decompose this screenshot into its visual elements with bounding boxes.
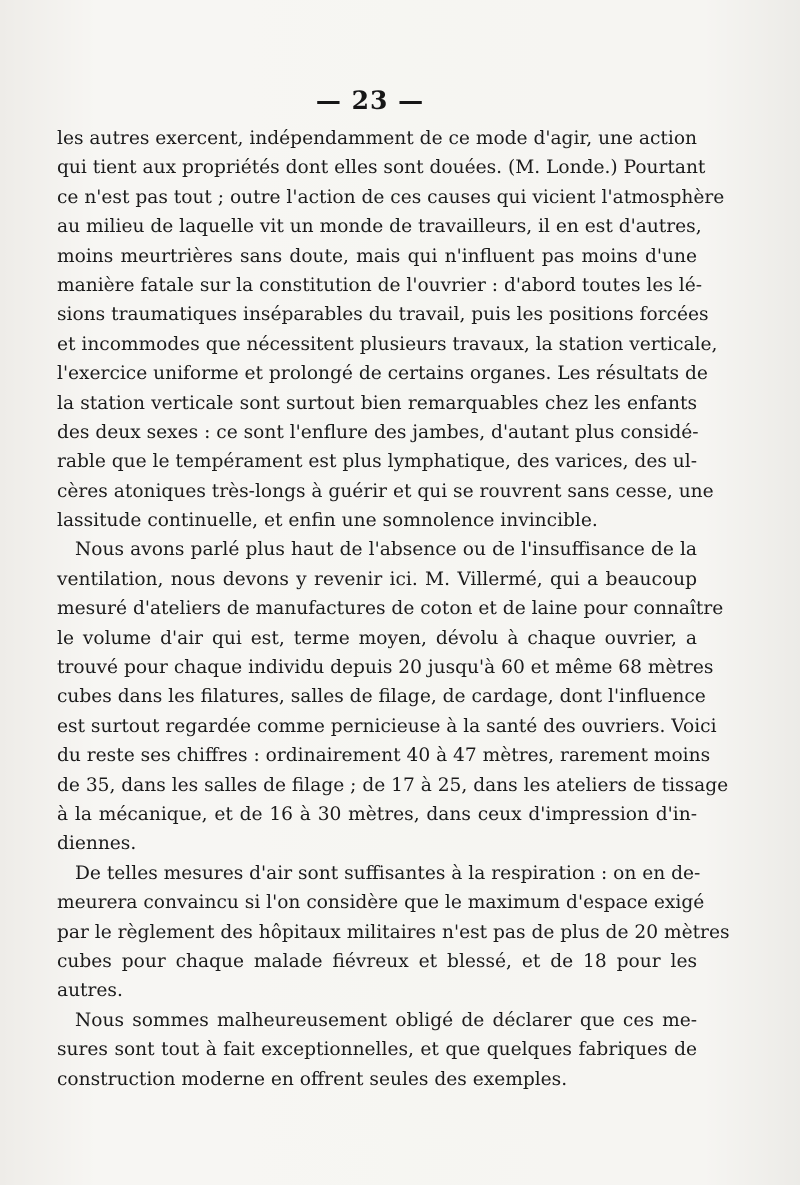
text-line: diennes. (57, 833, 137, 855)
text-line: par le règlement des hôpitaux militaires n'est pas de plus de 20 mètres (57, 921, 730, 943)
text-line: manière fatale sur la constitution de l'ouvrier : d'abord toutes les lé- (57, 274, 703, 296)
text-line: construction moderne en offrent seules des exemples. (57, 1068, 568, 1090)
text-line: moins meurtrières sans doute, mais qui n'influent pas moins d'une (57, 245, 697, 267)
text-line: l'exercice uniforme et prolongé de certains organes. Les résultats de (57, 363, 708, 385)
text-line: la station verticale sont surtout bien remarquables chez les enfants (57, 392, 697, 414)
text-line: est surtout regardée comme pernicieuse à la santé des ouvriers. Voici (57, 715, 717, 737)
text-line: des deux sexes : ce sont l'enflure des jambes, d'autant plus considé- (57, 421, 699, 443)
text-line: rable que le tempérament est plus lymphatique, des varices, des ul- (57, 451, 697, 473)
paragraph-1 (57, 124, 725, 535)
text-line: les autres exercent, indépendamment de ce mode d'agir, une action (57, 128, 698, 149)
page-number: — 23 — (315, 86, 425, 115)
text-line: ventilation, nous devons y revenir ici. M. Villermé, qui a beaucoup (57, 568, 697, 590)
body-text (57, 124, 730, 1094)
paragraph-4 (57, 1006, 697, 1094)
text-line: mesuré d'ateliers de manufactures de coton et de laine pour connaître (57, 598, 724, 620)
text-line: le volume d'air qui est, terme moyen, dévolu à chaque ouvrier, a (57, 627, 697, 649)
text-line: Nous sommes malheureusement obligé de déclarer que ces me- (75, 1009, 697, 1031)
text-line: du reste ses chiffres : ordinairement 40 à 47 mètres, rarement moins (57, 745, 711, 767)
text-line: cubes dans les filatures, salles de filage, de cardage, dont l'influence (57, 686, 706, 708)
paragraph-2 (57, 535, 729, 858)
text-line: autres. (57, 980, 123, 1002)
text-line: ce n'est pas tout ; outre l'action de ces causes qui vicient l'atmosphère (57, 186, 725, 208)
text-line: cères atoniques très-longs à guérir et qui se rouvrent sans cesse, une (57, 480, 714, 502)
text-line: lassitude continuelle, et enfin une somnolence invincible. (57, 510, 598, 532)
paragraph-3 (57, 859, 730, 1006)
text-line: sions traumatiques inséparables du travail, puis les positions forcées (57, 304, 709, 326)
text-line: qui tient aux propriétés dont elles sont douées. (M. Londe.) Pourtant (57, 157, 706, 179)
text-line: Nous avons parlé plus haut de l'absence ou de l'insuffisance de la (75, 539, 697, 561)
text-line: au milieu de laquelle vit un monde de travailleurs, il en est d'autres, (57, 216, 702, 238)
text-line: cubes pour chaque malade fiévreux et blessé, et de 18 pour les (57, 950, 697, 972)
text-line: à la mécanique, et de 16 à 30 mètres, dans ceux d'impression d'in- (57, 803, 697, 825)
text-line: De telles mesures d'air sont suffisantes à la respiration : on en de- (75, 862, 701, 884)
text-line: sures sont tout à fait exceptionnelles, et que quelques fabriques de (57, 1039, 697, 1061)
text-line: trouvé pour chaque individu depuis 20 jusqu'à 60 et même 68 mètres (57, 657, 714, 679)
text-line: et incommodes que nécessitent plusieurs travaux, la station verticale, (57, 333, 718, 355)
text-line: meurera convaincu si l'on considère que le maximum d'espace exigé (57, 892, 705, 914)
text-line: de 35, dans les salles de filage ; de 17 à 25, dans les ateliers de tissage (57, 774, 729, 796)
